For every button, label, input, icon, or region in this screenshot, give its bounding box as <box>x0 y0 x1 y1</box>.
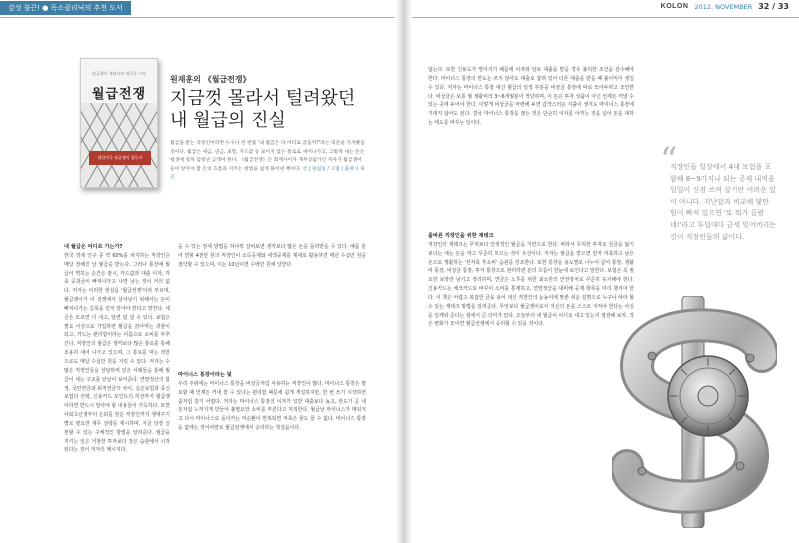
right-header-rule <box>412 17 799 18</box>
left-header-rule <box>0 17 395 18</box>
section-heading-2: 마이너스 통장이라는 덫 <box>178 372 232 378</box>
quote-mark-icon: “ <box>660 140 678 180</box>
section-tab: 감성 불끈! ● 독소클리닉의 추천 도서 <box>0 1 131 15</box>
body-column-3 <box>428 66 634 226</box>
book-band: 대한민국 월급쟁이 필독서 <box>89 151 151 165</box>
safe-dial-illustration <box>612 296 777 528</box>
body-column-4 <box>428 232 634 529</box>
headline-line-2: 내 월급의 진실 <box>170 110 286 131</box>
page-numbers: 32 / 33 <box>758 2 789 11</box>
article-headline <box>170 88 355 132</box>
section-heading-1: 내 월급은 어디로 가는가? <box>64 244 123 250</box>
body-column-2b <box>178 371 366 481</box>
chain-fence-illustration <box>81 103 157 188</box>
body-text-3: 않는다. 또한 신용도가 떨어지기 때문에 이자와 담보 대출을 받을 경우 불리한 조건을 감수해야 한다. 마이너스 통장의 한도는 쓰지 않아도 대출로 잡혀 있어 다른 대출을 받을 때 불이익이 생길 수 있다. 저자는 마이너스 통장 대신 월급의 일정 부분을 비상금 통장에 따로 모아두라고 조언한다. 비상금은 보통 월 생활비의 3~6개월분이 적당하며, 이 돈은 투자 상품이 아닌 언제든 꺼낼 수 있는 곳에 두어야 한다. 이렇게 비상금을 마련해 두면 갑작스러운 지출이 생겨도 마이너스 통장에 기대지 않아도 된다. 결국 마이너스 통장을 끊는 것은 단순히 이자를 아끼는 것을 넘어 돈을 대하는 태도를 바꾸는 일이다. <box>428 67 634 127</box>
pull-quote: 직장인들 일상에서 4대 보험을 포함해 8~9가지나 되는 공제 내역을 일일이 신경 쓰며 살기란 어려운 일이 아니다. 지난달과 비교해 몇만 원이 빠져 있으면 '또 뭐가 올랐네!'라고 투덜대다 금세 잊어버리는 것이 직장인들의 삶이다. <box>670 163 777 241</box>
right-header <box>661 2 789 11</box>
brand-name: KOLON <box>660 3 689 10</box>
headline-line-1: 지금껏 몰라서 털려왔던 <box>170 88 356 109</box>
body-column-1 <box>64 243 170 531</box>
lead-credit: 글 | 편집실 / 그림 | 출판사 제공 <box>170 166 365 181</box>
body-text-2: 을 수 있는 절세 방법을 하나씩 살펴보면 생각보다 많은 돈을 돌려받을 수 있다. 예를 들어 연봉 4천만 원의 직장인이 소득공제와 세액공제를 제대로 활용하면 매년 수십만 원을 절약할 수 있으며, 이는 10년이면 수백만 원에 달한다. <box>178 244 366 268</box>
book-title: 월급전쟁 <box>91 87 147 102</box>
section-heading-3: 올바른 직장인을 위한 재테크 <box>428 233 494 239</box>
page-gutter <box>396 0 412 543</box>
body-text-1: 한국 경제 인구 중 약 60%를 차지하는 직장인은 매달 정해진 날 월급을 받는다. 그러나 통장에 월급이 찍히는 순간은 잠시, 카드값과 대출 이자, 각종 공과금이 빠져나가고 나면 남는 것이 거의 없다. 저자는 이러한 현실을 '월급전쟁'이라 부르며, 월급쟁이가 이 전쟁에서 살아남기 위해서는 돈이 빠져나가는 길목을 먼저 알아야 한다고 말한다. 세금은 모르면 더 내고, 알면 덜 낼 수 있다. 보험은 필요 이상으로 가입하면 월급을 갉아먹는 괴물이 되고, 카드는 편리함이라는 이름으로 소비를 부추긴다. 직장인의 월급은 생각보다 많은 통로를 통해 조용히 새어 나가고 있으며, 그 통로를 막는 것만으로도 매달 수십만 원을 지킬 수 있다. 저자는 수많은 직장인들을 상담하며 얻은 사례들을 통해 월급이 새는 구조를 낱낱이 보여준다. 연말정산의 함정, 국민연금과 퇴직연금의 차이, 실손보험과 종신보험의 선택, 신용카드 포인트의 허상까지 월급쟁이라면 반드시 알아야 할 내용들이 가득하다. 또한 사회초년생부터 은퇴를 앞둔 직장인까지 생애주기별로 필요한 재무 전략을 제시하며, 지금 당장 실천할 수 있는 구체적인 방법을 알려준다. 월급을 지키는 일은 거창한 투자보다 작은 습관에서 시작된다는 것이 저자의 메시지다. <box>64 252 170 454</box>
book-subtitle: 월급쟁이 재테크의 새로운 시작 <box>91 71 147 76</box>
article-lead <box>170 140 366 183</box>
body-column-2 <box>178 243 366 285</box>
book-cover <box>80 58 158 188</box>
issue-date: 2012. NOVEMBER <box>694 2 753 11</box>
body-text-2b: 우리 주위에는 마이너스 통장을 비상금처럼 사용하는 직장인이 많다. 마이너스 통장은 필요할 때 언제든 꺼내 쓸 수 있다는 편리함 때문에 쉽게 개설하지만, 한 번 쓰기 시작하면 좀처럼 갚기 어렵다. 저자는 마이너스 통장의 이자가 일반 대출보다 높고, 한도가 곧 내 돈처럼 느껴지게 만들어 불필요한 소비를 부른다고 지적한다. 월급날 마이너스가 메워지고 다시 마이너스로 돌아가는 악순환이 반복되면 저축은 꿈도 꿀 수 없다. 마이너스 통장을 없애는 것이야말로 월급전쟁에서 승리하는 첫걸음이다. <box>178 380 366 432</box>
lead-text: 월급을 받는 직장인이라면 누구나 한 번쯤 '내 월급은 다 어디로 갔을까?'라는 의문을 가져봤을 것이다. 월급은 세금, 연금, 보험, 카드값 등 보이지 않는 통로로 새어나가고, 그렇게 새는 돈은 평생에 걸쳐 엄청난 금액이 된다. 《월급전쟁》은 회계사이자 재무상담가인 저자가 월급쟁이들이 알아야 할 돈의 흐름과 지키는 방법을 쉽게 풀어낸 책이다. <box>170 141 365 172</box>
left-header <box>0 0 131 16</box>
article-author-line: 원재훈의 《월급전쟁》 <box>170 75 251 84</box>
body-text-4: 직장인의 재테크는 무엇보다 안정적인 월급을 기반으로 한다. 따라서 무리한 투자로 원금을 잃기보다는 새는 돈을 막고 꾸준히 모으는 것이 우선이다. 저자는 월급을 받으면 먼저 저축하고 남은 돈으로 생활하는 '선저축 후소비' 습관을 강조한다. 또한 통장을 용도별로 나누어 급여 통장, 생활비 통장, 비상금 통장, 투자 통장으로 관리하면 돈의 흐름이 한눈에 보인다고 말한다. 보험은 꼭 필요한 보장만 남기고 정리하며, 연금은 노후를 위한 최소한의 안전장치로 꾸준히 유지해야 한다. 신용카드는 체크카드로 바꾸어 소비를 통제하고, 연말정산을 대비해 공제 항목을 미리 챙겨야 한다. 이 책은 어렵고 복잡한 금융 용어 대신 직장인의 눈높이에 맞춘 쉬운 설명으로 누구나 따라 할 수 있는 재테크 방법을 알려준다. 무엇보다 월급쟁이로서 자신의 돈을 스스로 지켜야 한다는 사실을 일깨워 준다는 점에서 큰 의미가 있다. 오늘부터 내 월급이 어디로 새고 있는지 점검해 보자. 작은 변화가 모이면 월급전쟁에서 승리할 수 있을 것이다. <box>428 241 634 328</box>
